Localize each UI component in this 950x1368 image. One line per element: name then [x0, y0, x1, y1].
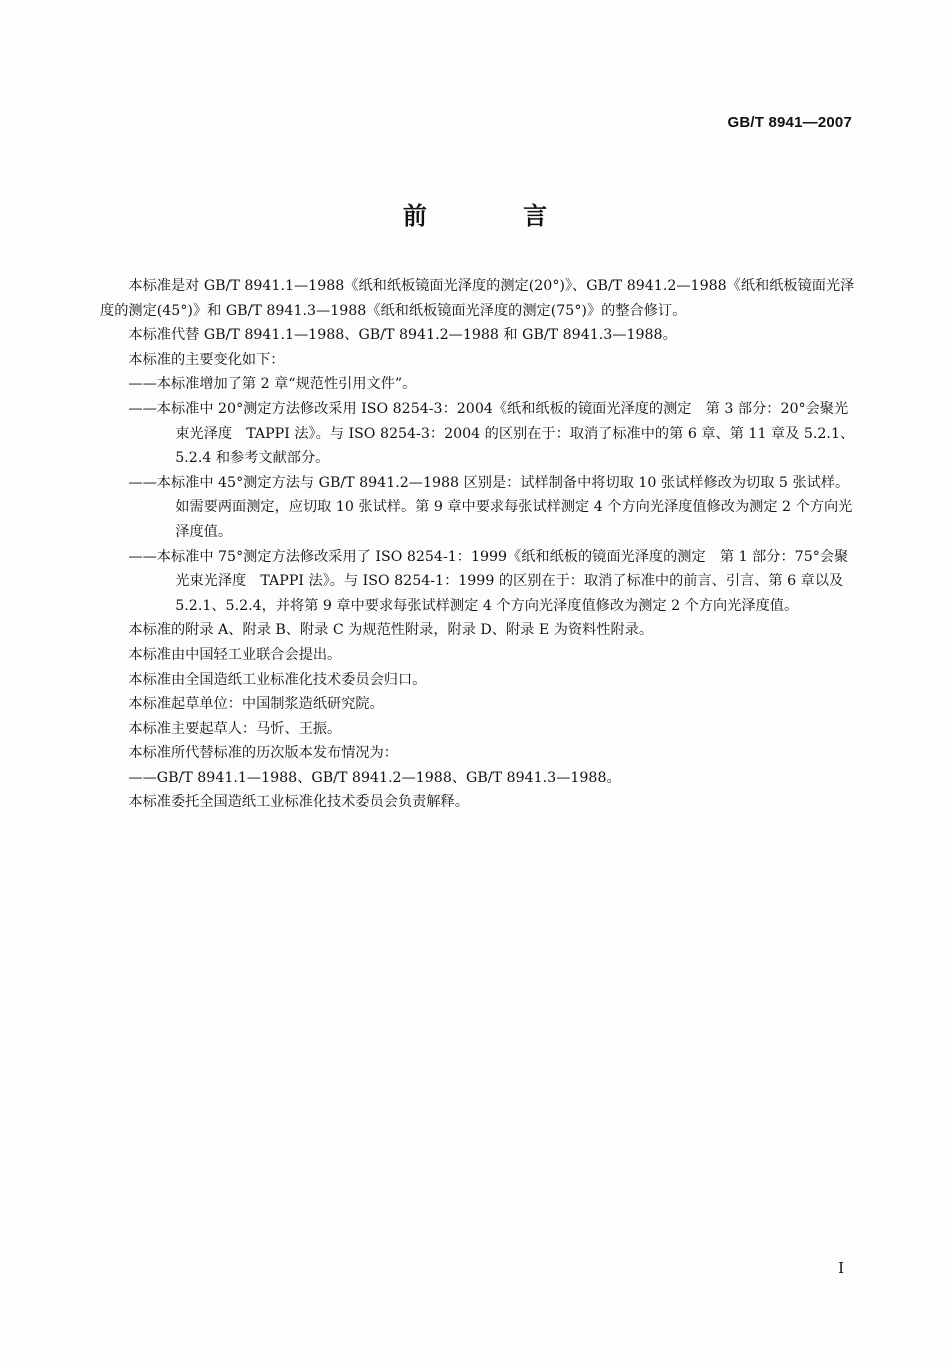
- paragraph-proposer: 本标准由中国轻工业联合会提出。: [128, 646, 342, 663]
- paragraph-main-changes: 本标准的主要变化如下：: [128, 351, 285, 368]
- paragraph-integration: 本标准是对 GB/T 8941.1—1988《纸和纸板镜面光泽度的测定(20°)》、GB/T 8941.2—1988《纸和纸板镜面光泽度的测定(45°)》和 GB/T 8941.3—1988《纸和纸板镜面光泽度的测定(75°)》的整合修订。: [100, 278, 855, 319]
- list-item: ——本标准增加了第 2 章“规范性引用文件”。: [128, 376, 417, 393]
- list-item: ——本标准中 75°测定方法修改采用了 ISO 8254-1：1999《纸和纸板的镜面光泽度的测定 第 1 部分：75°会聚光束光泽度 TAPPI 法》。与 ISO 8254-1：1999 的区别在于：取消了标准中的前言、引言、第 6 章以及 5.2.1、5.2.4，并将第 9 章中要求每张试样测定 4 个方向光泽度值修改为测定 2 个方向光泽度值。: [128, 548, 849, 614]
- paragraph-drafting-unit: 本标准起草单位：中国制浆造纸研究院。: [128, 696, 384, 713]
- paragraph-appendices: 本标准的附录 A、附录 B、附录 C 为规范性附录，附录 D、附录 E 为资料性附录。: [128, 622, 654, 639]
- standard-code: GB/T 8941—2007: [727, 114, 852, 131]
- paragraph-drafters: 本标准主要起草人：马忻、王振。: [128, 720, 342, 737]
- document-body: [100, 274, 856, 815]
- list-item: ——本标准中 20°测定方法修改采用 ISO 8254-3：2004《纸和纸板的镜面光泽度的测定 第 3 部分：20°会聚光束光泽度 TAPPI 法》。与 ISO 8254-3：2004 的区别在于：取消了标准中的第 6 章、第 11 章及 5.2.1、5.2.4 和参考文献部分。: [128, 400, 855, 467]
- page-title: 前 言: [402, 202, 592, 230]
- list-item: ——本标准中 45°测定方法与 GB/T 8941.2—1988 区别是：试样制备中将切取 10 张试样修改为切取 5 张试样。如需要两面测定，应切取 10 张试样。第 9 章中要求每张试样测定 4 个方向光泽度值修改为测定 2 个方向光泽度值。: [128, 474, 853, 540]
- paragraph-replaces: 本标准代替 GB/T 8941.1—1988、GB/T 8941.2—1988 和 GB/T 8941.3—1988。: [128, 327, 677, 344]
- page-number: I: [838, 1259, 844, 1277]
- paragraph-committee: 本标准由全国造纸工业标准化技术委员会归口。: [128, 671, 427, 688]
- paragraph-interpretation: 本标准委托全国造纸工业标准化技术委员会负责解释。: [128, 794, 469, 811]
- paragraph-history-intro: 本标准所代替标准的历次版本发布情况为：: [128, 745, 398, 762]
- list-item: ——GB/T 8941.1—1988、GB/T 8941.2—1988、GB/T 8941.3—1988。: [128, 769, 621, 786]
